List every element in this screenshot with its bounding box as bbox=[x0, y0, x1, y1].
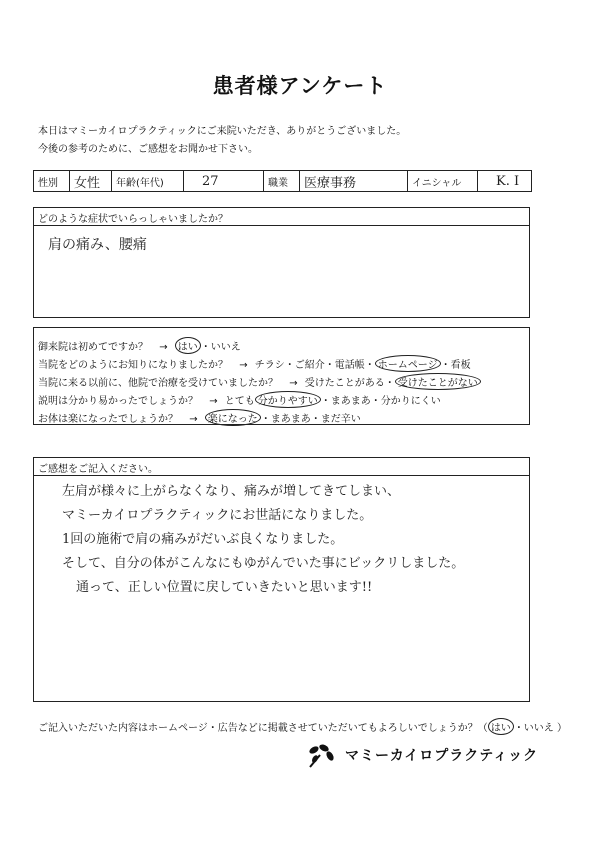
impressions-heading: ご感想をご記入ください。 bbox=[34, 458, 529, 476]
survey-option-post: ・まあまあ・分かりにくい bbox=[320, 396, 441, 407]
arrow-icon: → bbox=[209, 396, 218, 407]
initial-value-cell bbox=[478, 171, 531, 191]
arrow-icon: → bbox=[189, 414, 198, 425]
initial-value: K. I bbox=[496, 173, 520, 189]
survey-question: 当院に来る以前に、他院で治療を受けていましたか？ bbox=[38, 378, 278, 389]
survey-item bbox=[38, 391, 441, 408]
job-value-cell bbox=[300, 171, 408, 191]
symptom-box bbox=[33, 207, 530, 318]
survey-option-pre: とても bbox=[224, 396, 255, 407]
job-label-cell bbox=[264, 171, 300, 191]
survey-option-post: ・まあまあ・まだ辛い bbox=[260, 414, 361, 425]
survey-question: お体は楽になったでしょうか？ bbox=[38, 414, 178, 425]
job-value: 医療事務 bbox=[304, 175, 357, 191]
intro-line-2: 今後の参考のために、ご感想をお聞かせ下さい。 bbox=[38, 144, 258, 155]
age-value-cell bbox=[184, 171, 264, 191]
impression-line: そして、自分の体がこんなにもゆがんでいた事にビックリしました。 bbox=[62, 556, 465, 571]
gender-label-cell bbox=[34, 171, 70, 191]
symptom-question: どのような症状でいらっしゃいましたか？ bbox=[34, 208, 529, 226]
intro-line-1: 本日はマミーカイロプラクティックにご来院いただき、ありがとうございました。 bbox=[38, 126, 407, 137]
survey-item bbox=[38, 355, 471, 372]
symptom-answer: 肩の痛み、腰痛 bbox=[48, 237, 147, 253]
job-label: 職業 bbox=[268, 177, 288, 189]
initial-label: イニシャル bbox=[412, 177, 462, 189]
survey-item bbox=[38, 409, 361, 426]
survey-item bbox=[38, 337, 241, 354]
leaf-clover-icon bbox=[305, 742, 339, 768]
arrow-icon: → bbox=[289, 378, 298, 389]
survey-circled-answer: 分かりやすい bbox=[255, 391, 321, 408]
survey-option-pre: チラシ・ご紹介・電話帳・ bbox=[254, 360, 375, 371]
arrow-icon: → bbox=[159, 342, 168, 353]
page-title: 患者様アンケート bbox=[212, 74, 388, 98]
gender-value-cell bbox=[70, 171, 112, 191]
publish-consent-question bbox=[38, 718, 567, 735]
gender-value: 女性 bbox=[74, 175, 101, 191]
consent-rest: ・いいえ ） bbox=[513, 723, 567, 734]
survey-option-post: ・看板 bbox=[440, 360, 471, 371]
age-value: 27 bbox=[202, 173, 219, 189]
initial-label-cell bbox=[408, 171, 478, 191]
survey-circled-answer: 楽になった bbox=[205, 409, 261, 426]
consent-circled-answer: はい bbox=[488, 718, 514, 735]
survey-circled-answer: ホームページ bbox=[375, 355, 441, 372]
age-label-cell bbox=[112, 171, 184, 191]
impression-line: 左肩が様々に上がらなくなり、痛みが増してきてしまい、 bbox=[62, 484, 401, 499]
patient-info-row bbox=[33, 170, 532, 192]
age-label: 年齢(年代) bbox=[116, 177, 164, 189]
survey-option-post: ・いいえ bbox=[200, 342, 241, 353]
survey-item bbox=[38, 373, 481, 390]
survey-question: 御来院は初めてですか？ bbox=[38, 342, 148, 353]
survey-question: 当院をどのようにお知りになりましたか？ bbox=[38, 360, 228, 371]
impression-line: 通って、正しい位置に戻していきたいと思います!! bbox=[76, 580, 373, 595]
survey-question: 説明は分かり易かったでしょうか？ bbox=[38, 396, 198, 407]
clinic-name: マミーカイロプラクティック bbox=[345, 748, 539, 764]
arrow-icon: → bbox=[239, 360, 248, 371]
impression-line: 1回の施術で肩の痛みがだいぶ良くなりました。 bbox=[62, 532, 344, 547]
survey-circled-answer: 受けたことがない bbox=[395, 373, 481, 390]
survey-option-pre: 受けたことがある・ bbox=[304, 378, 395, 389]
clinic-logo bbox=[305, 742, 538, 768]
survey-circled-answer: はい bbox=[175, 337, 201, 354]
consent-question-text: ご記入いただいた内容はホームページ・広告などに掲載させていただいてもよろしいでしょうか？（ bbox=[38, 723, 488, 734]
impression-line: マミーカイロプラクティックにお世話になりました。 bbox=[62, 508, 373, 523]
gender-label: 性別 bbox=[38, 177, 58, 189]
impressions-box bbox=[33, 457, 530, 702]
